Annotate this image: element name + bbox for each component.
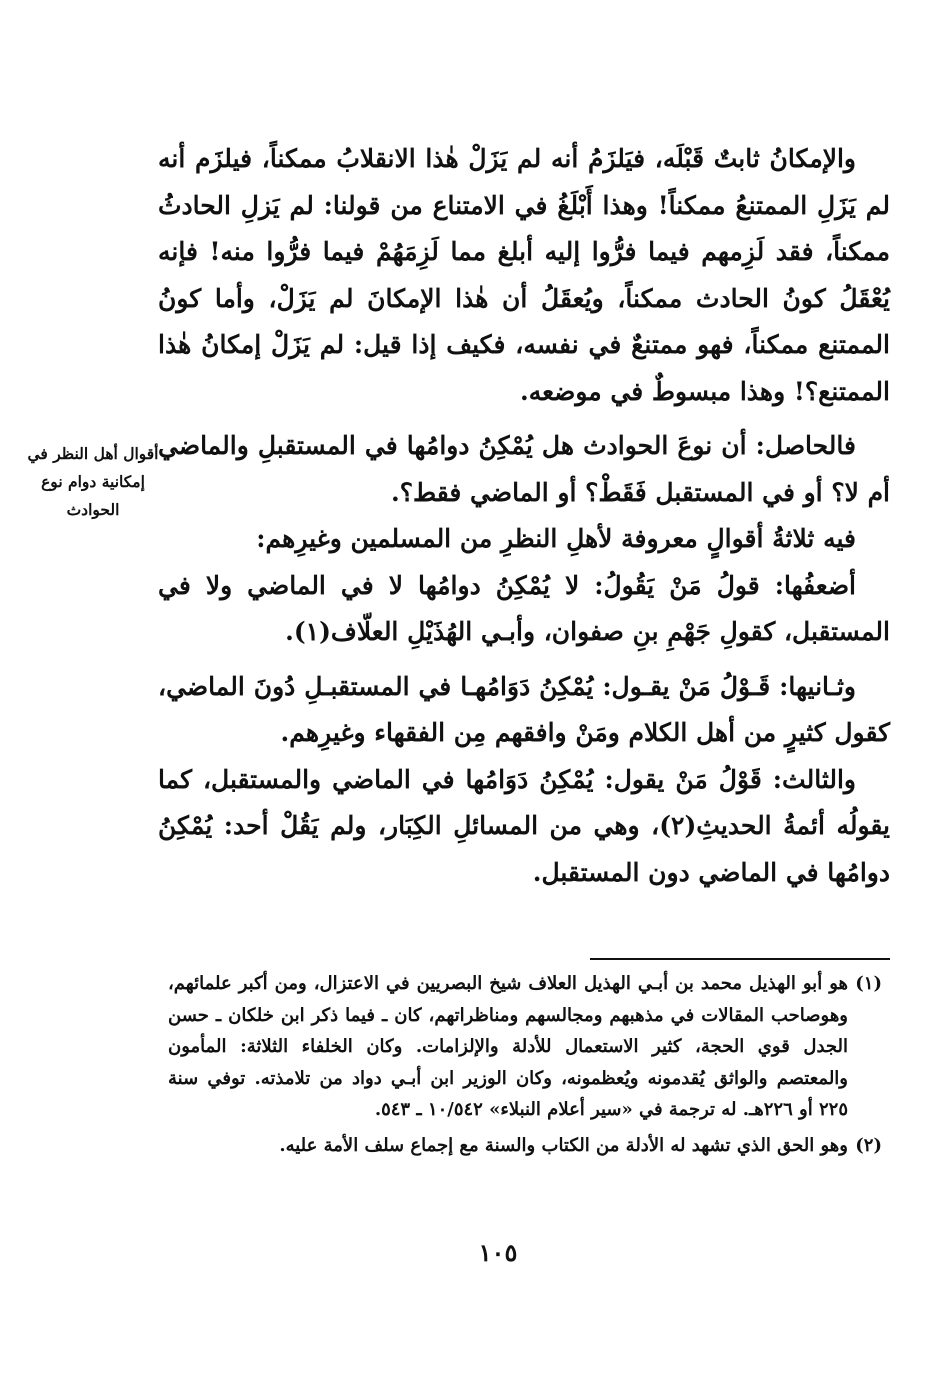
footnote-number: (٢) [855,1134,882,1156]
footnote-2 [168,1130,882,1162]
footnote-text: هو أبو الهذيل محمد بن أبـي الهذيل العلاف شيخ البصريين في الاعتزال، ومن أكبر علمائهم، وهوصاحب المقالات في مذهبهم ومجالسهم ومناظراتهم، كان ـ فيما ذكر ابن خلكان ـ حسن الجدل قوي الحجة، كثير الاستعمال للأدلة والإلزامات. وكان الخلفاء الثلاثة: المأمون والمعتصم والواثق يُقدمونه ويُعظمونه، وكان الوزير ابن أبـي دواد من تلامذته. توفي سنة ٢٢٥ أو ٢٢٦هـ. له ترجمة في «سير أعلام النبلاء» ١٠/٥٤٢ ـ ٥٤٣. [168,973,848,1120]
page-number: ١٠٥ [478,1238,518,1267]
footnote-number: (١) [855,973,882,994]
footnotes [168,968,882,1161]
paragraph-4: أضعفُها: قولُ مَنْ يَقُولُ: لا يُمْكِنُ دوامُها لا في الماضي ولا في المستقبل، كقولِ جَهْمِ بنِ صفوان، وأبـي الهُذَيْلِ العلّاف(١). [158,570,890,646]
main-text [158,136,890,896]
margin-note: أقوال أهل النظر في إمكانية دوام نوع الحوادث [27,444,159,519]
paragraph-2: فالحاصل: أن نوعَ الحوادث هل يُمْكِنُ دوامُها في المستقبلِ والماضي أم لا؟ أو في المستقبل فَقَطْ؟ أو الماضي فقط؟. [158,431,890,507]
footnote-1 [168,968,882,1126]
paragraph-3: فيه ثلاثةُ أقوالٍ معروفة لأهلِ النظرِ من المسلمين وغيرِهم: [256,524,856,553]
paragraph-6: والثالث: قَوْلُ مَنْ يقول: يُمْكِنُ دَوَامُها في الماضي والمستقبل، كما يقولُه أئمةُ الحديثِ(٢)، وهي من المسائلِ الكِبَار، ولم يَقُلْ أحد: يُمْكِنُ دوامُها في الماضي دون المستقبل. [158,764,890,887]
paragraph-5: وثـانيها: قَـوْلُ مَنْ يقـول: يُمْكِنُ دَوَامُهـا في المستقبـلِ دُونَ الماضي، كقول كثيرٍ من أهل الكلام ومَنْ وافقهم مِن الفقهاء وغيرِهم. [158,671,890,747]
footnote-text: وهو الحق الذي تشهد له الأدلة من الكتاب والسنة مع إجماع سلف الأمة عليه. [279,1134,848,1156]
footnote-divider [590,958,890,960]
paragraph-1: والإمكانُ ثابتٌ قَبْلَه، فيَلزَمُ أنه لم يَزَلْ هٰذا الانقلابُ ممكناً، فيلزَم أنه لم يَزَلِ الممتنعُ ممكناً! وهذا أَبْلَغُ في الامتناع من قولنا: لم يَزلِ الحادثُ ممكناً، فقد لَزِمهم فيما فرُّوا إليه أبلغ مما لَزِمَهُمْ فيما فرُّوا منه! فإنه يُعْقَلُ كونُ الحادث ممكناً، ويُعقَلُ أن هٰذا الإمكانَ لم يَزَلْ، وأما كونُ الممتنع ممكناً، فهو ممتنعٌ في نفسه، فكيف إذا قيل: لم يَزَلْ إمكانُ هٰذا الممتنع؟! وهذا مبسوطٌ في موضعه. [158,144,890,406]
